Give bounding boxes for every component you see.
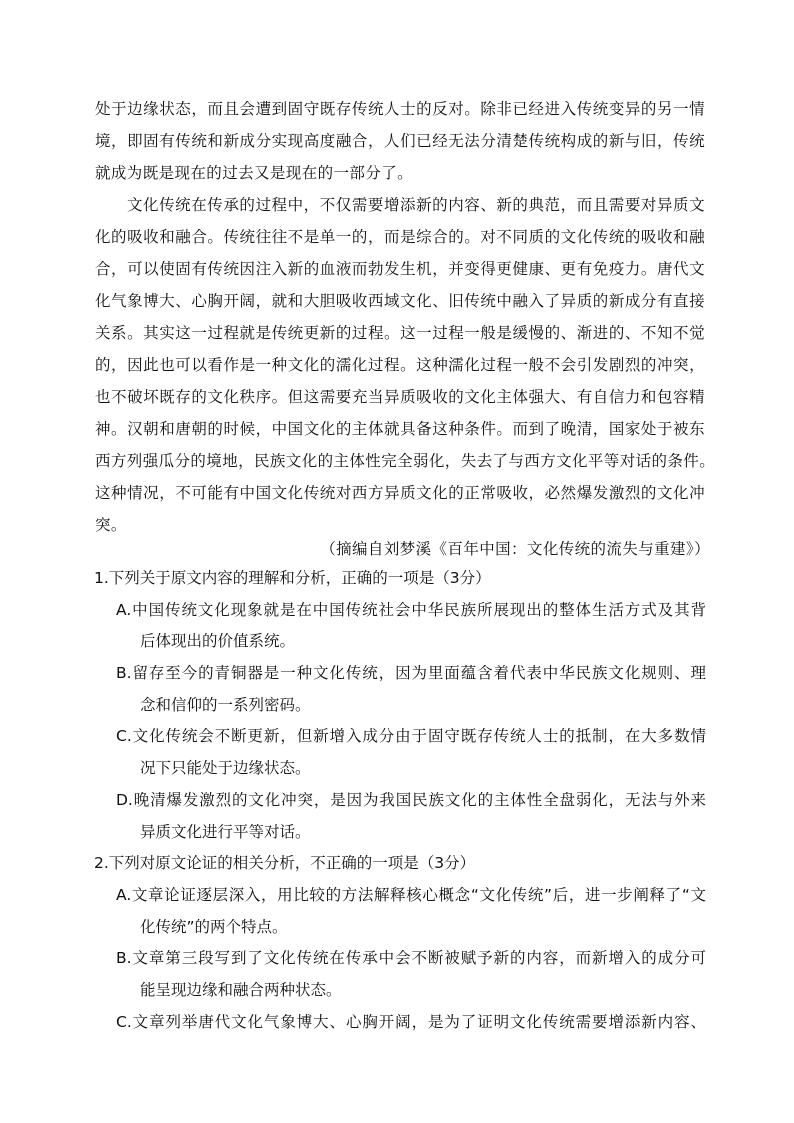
passage-text bbox=[95, 93, 716, 541]
question-2-option-a: A.文章论证逐层深入，用比较的方法解释核心概念“文化传统”后，进一步阐释了“文 bbox=[116, 885, 706, 904]
passage-line: 就成为既是现在的过去又是现在的一部分了。 bbox=[95, 164, 414, 182]
question-1-option-c-cont: 况下只能处于边缘状态。 bbox=[140, 759, 311, 778]
question-2-option-b-cont: 能呈现边缘和融合两种状态。 bbox=[140, 980, 342, 999]
passage-line: 化气象博大、心胸开阔，就和大胆吸收西域文化、旧传统中融入了异质的新成分有直接 bbox=[95, 292, 705, 310]
question-2-option-b: B.文章第三段写到了文化传统在传承中会不断被赋予新的内容，而新增入的成分可 bbox=[116, 949, 706, 968]
question-2-option-a-cont: 化传统”的两个特点。 bbox=[140, 917, 288, 936]
question-2-option-c: C.文章列举唐代文化气象博大、心胸开阔，是为了证明文化传统需要增添新内容、 bbox=[116, 1012, 706, 1031]
passage-line: 神。汉朝和唐朝的时候，中国文化的主体就具备这种条件。而到了晚清，国家处于被东 bbox=[95, 420, 705, 438]
passage-line: 的，因此也可以看作是一种文化的濡化过程。这种濡化过程一般不会引发剧烈的冲突， bbox=[95, 356, 705, 374]
passage-line: 处于边缘状态，而且会遭到固守既存传统人士的反对。除非已经进入传统变异的另一情 bbox=[95, 100, 705, 118]
passage-line: 关系。其实这一过程就是传统更新的过程。这一过程一般是缓慢的、渐进的、不知不觉 bbox=[95, 324, 705, 342]
passage-source: （摘编自刘梦溪《百年中国：文化传统的流失与重建》） bbox=[320, 540, 710, 558]
question-1-option-b-cont: 念和信仰的一系列密码。 bbox=[140, 695, 311, 714]
passage-line: 突。 bbox=[95, 516, 127, 534]
question-1-stem: 1.下列关于原文内容的理解和分析，正确的一项是（3分） bbox=[94, 569, 491, 587]
question-2-stem: 2.下列对原文论证的相关分析，不正确的一项是（3分） bbox=[94, 854, 476, 873]
question-1-option-b: B.留存至今的青铜器是一种文化传统，因为里面蕴含着代表中华民族文化规则、理 bbox=[116, 664, 706, 683]
passage-line: 西方列强瓜分的境地，民族文化的主体性完全弱化，失去了与西方文化平等对话的条件。 bbox=[95, 452, 716, 470]
passage-line: 合，可以使固有传统因注入新的血液而勃发生机，并变得更健康、更有免疫力。唐代文 bbox=[95, 260, 705, 278]
question-1-option-a-cont: 后体现出的价值系统。 bbox=[140, 632, 296, 651]
question-list bbox=[94, 563, 706, 1038]
passage-line: 这种情况，不可能有中国文化传统对西方异质文化的正常吸收，必然爆发激烈的文化冲 bbox=[95, 484, 705, 502]
passage-line: 也不破坏既存的文化秩序。但这需要充当异质吸收的文化主体强大、有自信力和包容精 bbox=[95, 388, 705, 406]
passage-line: 化的吸收和融合。传统往往不是单一的，而是综合的。对不同质的文化传统的吸收和融 bbox=[95, 228, 705, 246]
question-1-option-c: C.文化传统会不断更新，但新增入成分由于固守既存传统人士的抵制，在大多数情 bbox=[116, 727, 706, 746]
question-1-option-a: A.中国传统文化现象就是在中国传统社会中华民族所展现出的整体生活方式及其背 bbox=[116, 600, 706, 619]
question-1-option-d: D.晚清爆发激烈的文化冲突，是因为我国民族文化的主体性全盘弱化，无法与外来 bbox=[116, 790, 706, 809]
question-1-option-d-cont: 异质文化进行平等对话。 bbox=[140, 822, 311, 841]
passage-line: 文化传统在传承的过程中，不仅需要增添新的内容、新的典范，而且需要对异质文 bbox=[127, 196, 705, 214]
passage-line: 境，即固有传统和新成分实现高度融合，人们已经无法分清楚传统构成的新与旧，传统 bbox=[95, 132, 705, 150]
